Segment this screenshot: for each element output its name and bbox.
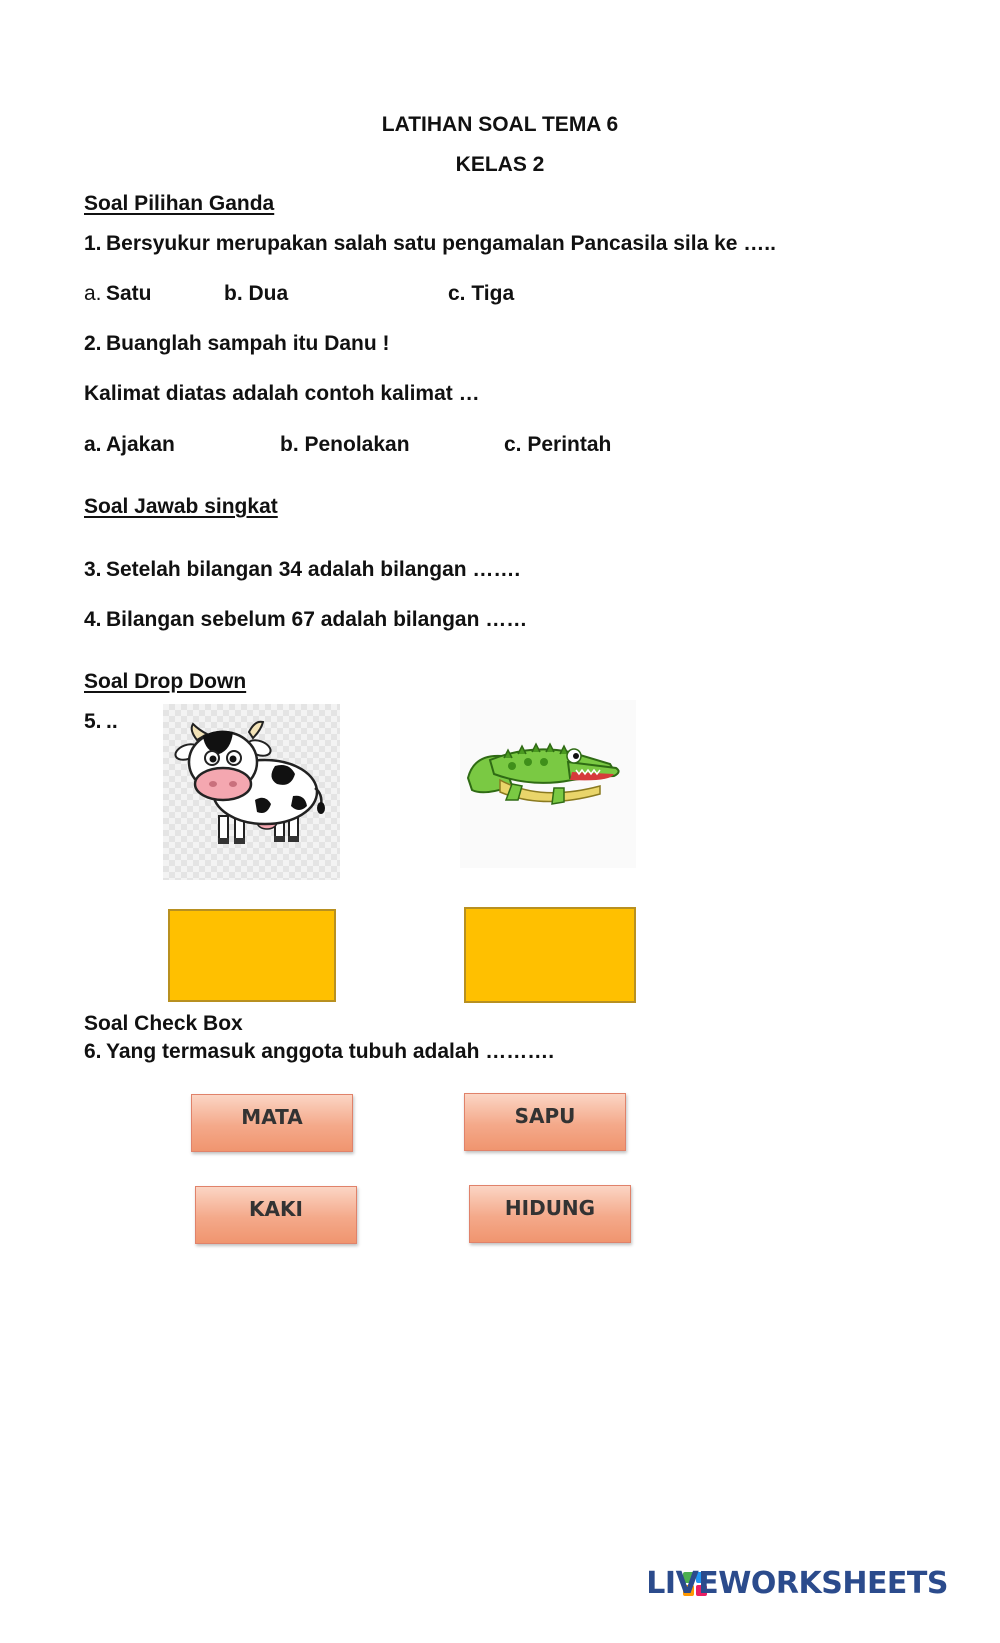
question-number: 5. [84, 710, 102, 733]
section-multiple-choice: Soal Pilihan Ganda [84, 192, 275, 215]
q1-option-c[interactable]: c. Tiga [448, 282, 515, 305]
cow-icon [163, 704, 340, 880]
question-number: 4. [84, 608, 102, 631]
question-2 [84, 332, 390, 356]
q2-option-c[interactable]: c. Perintah [504, 433, 612, 456]
crocodile-icon [460, 700, 636, 868]
worksheet-class: KELAS 2 [455, 153, 545, 176]
q2-option-a[interactable] [84, 433, 175, 457]
question-4 [84, 608, 527, 632]
option-letter: a. [84, 433, 102, 456]
question-3 [84, 558, 520, 582]
section-short-answer: Soal Jawab singkat [84, 495, 278, 518]
q1-option-a[interactable] [84, 282, 152, 306]
question-2-line2: Kalimat diatas adalah contoh kalimat … [84, 382, 480, 405]
question-5 [84, 710, 118, 734]
checkbox-option-kaki[interactable]: KAKI [195, 1186, 357, 1244]
checkbox-option-sapu[interactable]: SAPU [464, 1093, 626, 1151]
cow-image [163, 704, 340, 880]
option-text: Ajakan [106, 433, 175, 456]
question-number: 6. [84, 1040, 102, 1063]
crocodile-image [460, 700, 636, 868]
q2-option-b[interactable]: b. Penolakan [280, 433, 410, 456]
question-text: Bilangan sebelum 67 adalah bilangan …… [106, 608, 528, 631]
dropdown-answer-crocodile[interactable] [464, 907, 636, 1003]
section-drop-down: Soal Drop Down [84, 670, 247, 693]
dropdown-answer-cow[interactable] [168, 909, 336, 1002]
checkbox-option-mata[interactable]: MATA [191, 1094, 353, 1152]
question-number: 3. [84, 558, 102, 581]
liveworksheets-brand: LIVEWORKSHEETS [646, 1566, 948, 1601]
question-text: Buanglah sampah itu Danu ! [106, 332, 390, 355]
question-1 [84, 232, 776, 256]
worksheet-title: LATIHAN SOAL TEMA 6 [381, 113, 619, 136]
question-text: Bersyukur merupakan salah satu pengamalan Pancasila sila ke ….. [106, 232, 776, 255]
section-check-box: Soal Check Box [84, 1012, 243, 1035]
question-6 [84, 1040, 554, 1064]
option-letter: a. [84, 282, 102, 305]
option-text: Satu [106, 282, 152, 305]
question-number: 1. [84, 232, 102, 255]
q1-option-b[interactable]: b. Dua [224, 282, 289, 305]
checkbox-option-hidung[interactable]: HIDUNG [469, 1185, 631, 1243]
question-text: Yang termasuk anggota tubuh adalah ………. [106, 1040, 555, 1063]
question-number: 2. [84, 332, 102, 355]
question-text: Setelah bilangan 34 adalah bilangan ……. [106, 558, 521, 581]
question-text: .. [106, 710, 118, 733]
